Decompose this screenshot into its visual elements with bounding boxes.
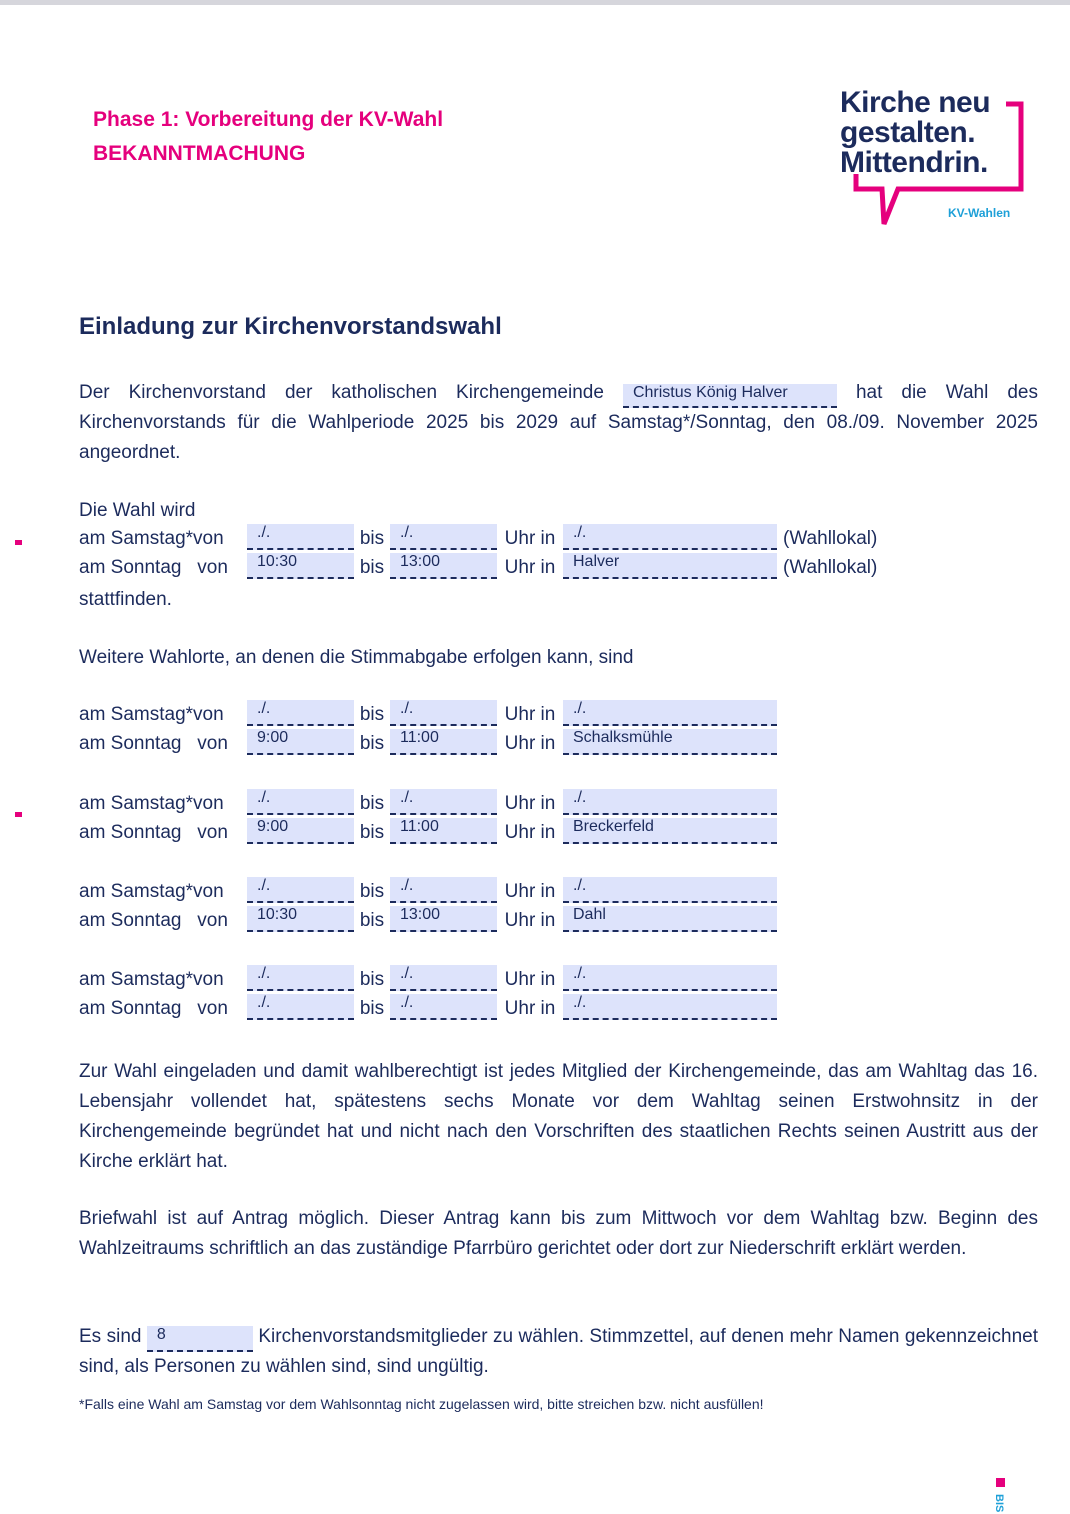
location-block — [79, 962, 777, 1020]
from-time-field[interactable]: ./. — [247, 789, 354, 815]
to-time-field[interactable]: ./. — [390, 524, 497, 550]
subtitle: BEKANNTMACHUNG — [93, 142, 306, 165]
die-wahl-label: Die Wahl wird — [79, 500, 196, 521]
day-label: am Samstag*von — [79, 881, 224, 902]
bis-label: bis — [359, 910, 385, 931]
place-field[interactable]: ./. — [563, 965, 777, 991]
place-field[interactable]: Schalksmühle — [563, 729, 777, 755]
from-time-field[interactable]: 10:30 — [247, 906, 354, 932]
from-time-field[interactable]: ./. — [247, 700, 354, 726]
place-field[interactable]: ./. — [563, 789, 777, 815]
intro-text: hat die Wahl des Kirchenvorstands für die Wahlperiode 2025 bis 2029 auf Samstag*/Sonntag, den 08./09. November 2025 angeordnet. — [79, 382, 1038, 463]
uhr-in-label: Uhr in — [504, 822, 556, 843]
day-label: am Sonntag von — [79, 733, 228, 754]
row-sat — [79, 874, 777, 903]
bullet-marker — [15, 540, 22, 545]
eligibility-paragraph: Zur Wahl eingeladen und damit wahlberechtigt ist jedes Mitglied der Kirchengemeinde, das am Wahltag das 16. Lebensjahr vollendet hat, spätestens sechs Monate vor dem Wahltag seinen Erstwohnsitz in der Kirchengemeinde begründet hat und nicht nach den Vorschriften des staatlichen Rechts seinen Austritt aus der Kirche erklärt hat. — [79, 1061, 1038, 1172]
place-field[interactable]: ./. — [563, 994, 777, 1020]
members-count-field[interactable]: 8 — [147, 1326, 253, 1352]
bis-label: bis — [359, 733, 385, 754]
weitere-label: Weitere Wahlorte, an denen die Stimmabgabe erfolgen kann, sind — [79, 647, 634, 668]
location-block — [79, 697, 777, 755]
uhr-in-label: Uhr in — [504, 793, 556, 814]
bis-label: bis — [359, 881, 385, 902]
from-time-field[interactable]: 10:30 — [247, 553, 354, 579]
day-label: am Samstag*von — [79, 528, 224, 549]
uhr-in-label: Uhr in — [504, 528, 556, 549]
intro-text: Der Kirchenvorstand der katholischen Kirchengemeinde — [79, 382, 604, 403]
day-label: am Sonntag von — [79, 998, 228, 1019]
place-field[interactable]: ./. — [563, 524, 777, 550]
briefwahl-paragraph: Briefwahl ist auf Antrag möglich. Dieser Antrag kann bis zum Mittwoch vor dem Wahltag bzw. Beginn des Wahlzeitraums schriftlich an das zuständige Pfarrbüro gerichtet oder dort zur Niederschrift erklärt werden. — [79, 1208, 1038, 1259]
members-text: Es sind — [79, 1326, 142, 1347]
from-time-field[interactable]: ./. — [247, 965, 354, 991]
intro-paragraph — [79, 378, 1038, 468]
to-time-field[interactable]: ./. — [390, 965, 497, 991]
place-field[interactable]: Halver — [563, 553, 777, 579]
bis-label: bis — [359, 557, 385, 578]
place-field[interactable]: ./. — [563, 877, 777, 903]
place-field[interactable]: Dahl — [563, 906, 777, 932]
header — [93, 103, 443, 171]
row-sun — [79, 550, 877, 579]
to-time-field[interactable]: ./. — [390, 994, 497, 1020]
from-time-field[interactable]: ./. — [247, 994, 354, 1020]
footnote: *Falls eine Wahl am Samstag vor dem Wahlsonntag nicht zugelassen wird, bitte streichen bzw. nicht ausfüllen! — [79, 1396, 764, 1412]
logo-line: Kirche neu — [840, 86, 991, 119]
row-sun — [79, 815, 777, 844]
day-label: am Sonntag von — [79, 557, 228, 578]
wahllokal-label: (Wahllokal) — [783, 557, 878, 578]
uhr-in-label: Uhr in — [504, 969, 556, 990]
logo-tag: KV-Wahlen — [948, 206, 1011, 220]
logo-line: gestalten. — [840, 116, 976, 149]
row-sat — [79, 786, 777, 815]
from-time-field[interactable]: ./. — [247, 877, 354, 903]
location-block — [79, 874, 777, 932]
uhr-in-label: Uhr in — [504, 557, 556, 578]
from-time-field[interactable]: 9:00 — [247, 818, 354, 844]
stattfinden-label: stattfinden. — [79, 589, 172, 610]
to-time-field[interactable]: 13:00 — [390, 553, 497, 579]
row-sun — [79, 726, 777, 755]
day-label: am Samstag*von — [79, 793, 224, 814]
bis-label: bis — [359, 998, 385, 1019]
uhr-in-label: Uhr in — [504, 733, 556, 754]
day-label: am Sonntag von — [79, 822, 228, 843]
members-text: Kirchenvorstandsmitglieder zu wählen. Stimmzettel, auf denen mehr Namen gekennzeichnet sind, als Personen zu wählen sind, sind ungültig. — [79, 1326, 1039, 1377]
uhr-in-label: Uhr in — [504, 881, 556, 902]
page-title: Einladung zur Kirchenvorstandswahl — [79, 313, 502, 340]
bis-label: bis — [359, 528, 385, 549]
row-sat — [79, 521, 877, 550]
to-time-field[interactable]: ./. — [390, 700, 497, 726]
row-sun — [79, 903, 777, 932]
from-time-field[interactable]: 9:00 — [247, 729, 354, 755]
to-time-field[interactable]: 11:00 — [390, 729, 497, 755]
bis-label: bis — [359, 704, 385, 725]
row-sat — [79, 697, 777, 726]
row-sun — [79, 991, 777, 1020]
wahllokal-label: (Wahllokal) — [783, 528, 878, 549]
to-time-field[interactable]: ./. — [390, 877, 497, 903]
parish-field[interactable]: Christus König Halver — [623, 384, 837, 408]
row-sat — [79, 962, 777, 991]
logo-text — [840, 88, 990, 178]
place-field[interactable]: Breckerfeld — [563, 818, 777, 844]
logo — [826, 82, 1036, 237]
location-block — [79, 786, 777, 844]
to-time-field[interactable]: ./. — [390, 789, 497, 815]
bis-label: bis — [359, 793, 385, 814]
uhr-in-label: Uhr in — [504, 704, 556, 725]
from-time-field[interactable]: ./. — [247, 524, 354, 550]
place-field[interactable]: ./. — [563, 700, 777, 726]
day-label: am Samstag*von — [79, 969, 224, 990]
side-marker — [996, 1478, 1005, 1487]
day-label: am Samstag*von — [79, 704, 224, 725]
day-label: am Sonntag von — [79, 910, 228, 931]
bis-label: bis — [359, 822, 385, 843]
to-time-field[interactable]: 11:00 — [390, 818, 497, 844]
logo-line: Mittendrin. — [840, 146, 988, 179]
bis-label: bis — [359, 969, 385, 990]
location-block — [79, 521, 877, 579]
uhr-in-label: Uhr in — [504, 998, 556, 1019]
uhr-in-label: Uhr in — [504, 910, 556, 931]
phase-title: Phase 1: Vorbereitung der KV-Wahl — [93, 108, 444, 131]
to-time-field[interactable]: 13:00 — [390, 906, 497, 932]
members-paragraph — [79, 1322, 1038, 1382]
side-label: BIS — [993, 1494, 1005, 1513]
top-border — [0, 0, 1070, 5]
bullet-marker — [15, 812, 22, 817]
